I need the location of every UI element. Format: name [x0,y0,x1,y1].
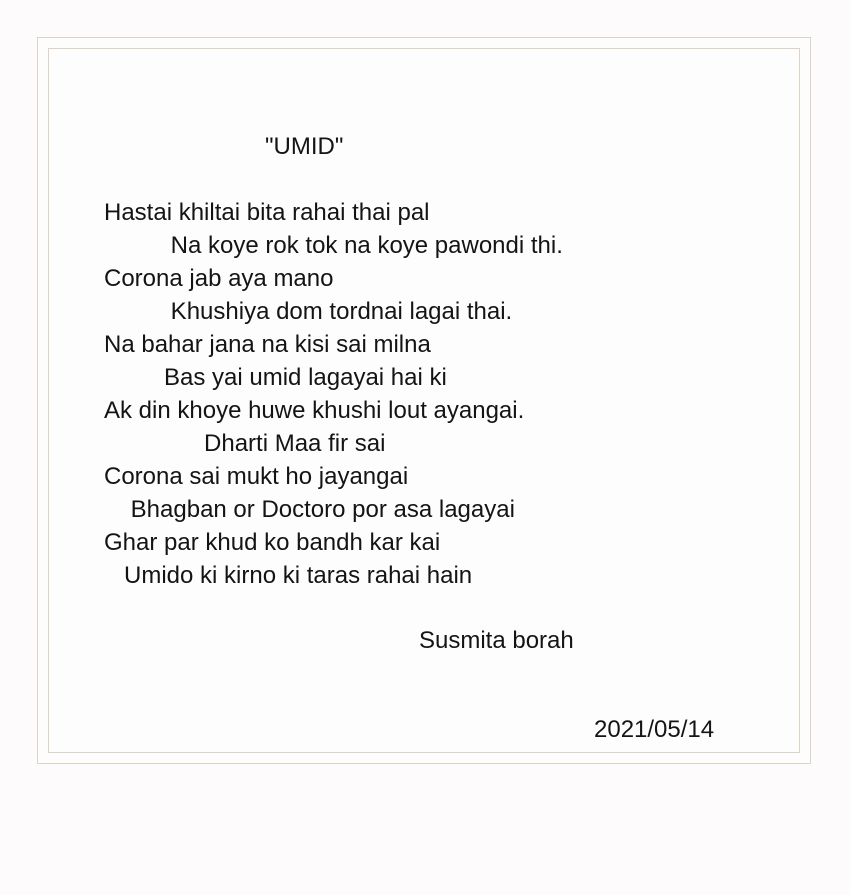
poem-author: Susmita borah [419,627,574,654]
poem-line: Na koye rok tok na koye pawondi thi. [104,232,563,259]
poem-line: Ghar par khud ko bandh kar kai [104,529,441,556]
poem-title: "UMID" [265,133,344,160]
poem-line: Ak din khoye huwe khushi lout ayangai. [104,397,525,424]
poem-line: Corona sai mukt ho jayangai [104,463,409,490]
poem-body [104,199,563,595]
poem-line: Hastai khiltai bita rahai thai pal [104,199,430,226]
poem-line: Na bahar jana na kisi sai milna [104,331,431,358]
poem-line: Bas yai umid lagayai hai ki [104,364,447,391]
poem-date: 2021/05/14 [594,716,715,743]
poem-line: Corona jab aya mano [104,265,334,292]
poem-line: Umido ki kirno ki taras rahai hain [104,562,473,589]
poem-line: Bhagban or Doctoro por asa lagayai [104,496,515,523]
poem-line: Dharti Maa fir sai [104,430,386,457]
poem-line: Khushiya dom tordnai lagai thai. [104,298,513,325]
